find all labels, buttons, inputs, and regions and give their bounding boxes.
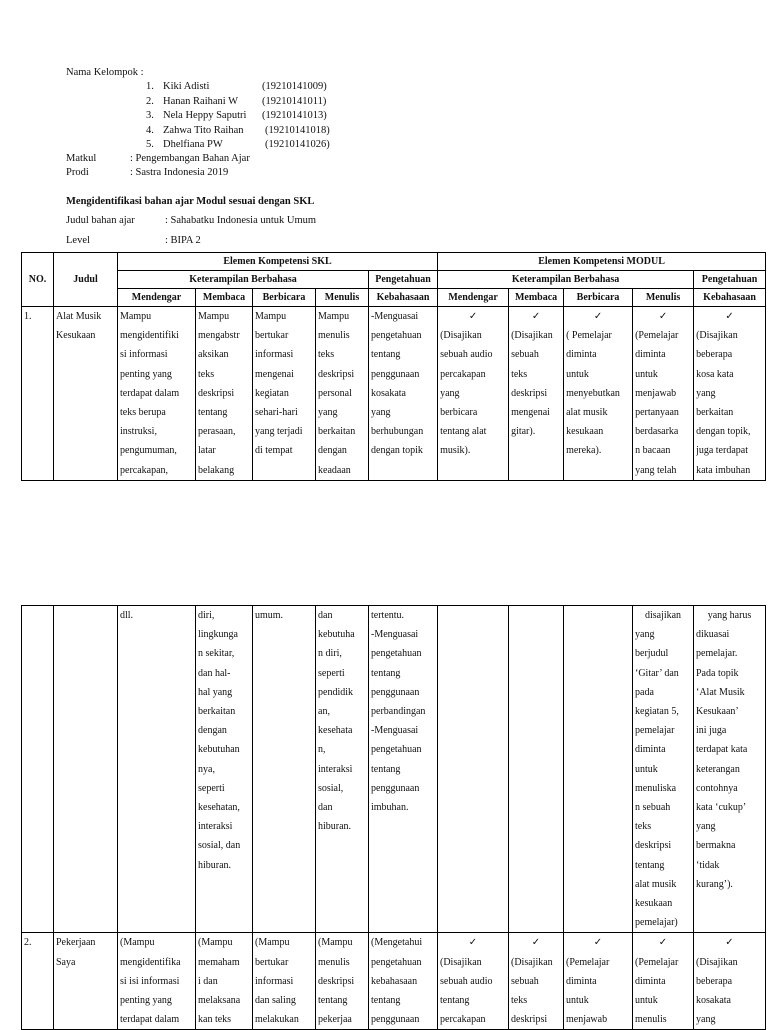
cell-line: -Menguasai bbox=[371, 629, 419, 641]
judul-bahan-value: : Sahabatku Indonesia untuk Umum bbox=[165, 215, 317, 226]
cell-line: pemelajar) bbox=[635, 917, 678, 929]
cell-line: n sekitar, bbox=[198, 648, 235, 660]
cell-line: alat musik bbox=[566, 407, 608, 419]
cell-line: (Disajikan bbox=[440, 330, 482, 342]
cell-line: aksikan bbox=[198, 349, 229, 361]
cell-line: penting yang bbox=[120, 995, 172, 1007]
skl-mendengar-cell bbox=[118, 933, 196, 1030]
cell-line: imbuhan. bbox=[371, 802, 409, 814]
matkul-value: : Pengembangan Bahan Ajar bbox=[130, 153, 250, 164]
skl-berbicara-cell bbox=[253, 606, 316, 933]
cell-line: (Disajikan bbox=[696, 330, 738, 342]
checkmark-icon: ✓ bbox=[593, 311, 603, 322]
cell-line: musik). bbox=[440, 445, 471, 457]
row-number: 1. bbox=[22, 307, 54, 481]
cell-line: kata ‘cukup’ bbox=[696, 802, 747, 814]
competency-table-continued bbox=[21, 605, 766, 1030]
cell-line: pengetahuan bbox=[371, 330, 422, 342]
member-name: Hanan Raihani W bbox=[163, 95, 239, 107]
cell-line: dan bbox=[318, 610, 333, 621]
cell-line: pengumuman, bbox=[120, 445, 177, 457]
cell-line: teks bbox=[511, 368, 528, 380]
checkmark-icon: ✓ bbox=[593, 937, 603, 949]
cell-line: tentang bbox=[371, 995, 401, 1007]
cell-line: (Mampu bbox=[120, 937, 155, 949]
skl-kebahasaan-header: Kebahasaan bbox=[369, 289, 438, 307]
cell-line: beberapa bbox=[696, 975, 733, 987]
checkmark-icon: ✓ bbox=[468, 937, 478, 949]
matkul-label: Matkul bbox=[66, 153, 97, 164]
table-row bbox=[22, 307, 766, 481]
cell-line: berbicara bbox=[440, 407, 478, 419]
cell-line: diri, bbox=[198, 610, 215, 621]
modul-mendengar-header: Mendengar bbox=[438, 289, 509, 307]
cell-line: mengenai bbox=[255, 368, 294, 380]
cell-line: bertukar bbox=[255, 956, 289, 968]
cell-line: seperti bbox=[318, 667, 345, 679]
cell-line: terdapat dalam bbox=[120, 387, 180, 399]
cell-line: yang bbox=[696, 387, 716, 399]
cell-line: (Mampu bbox=[198, 937, 233, 949]
cell-line: ini juga bbox=[696, 725, 727, 737]
cell-line: dengan bbox=[198, 725, 227, 737]
cell-line: penggunaan bbox=[371, 686, 420, 698]
cell-line: (Disajikan bbox=[696, 956, 738, 968]
row-number bbox=[22, 606, 54, 933]
modul-mendengar-cell bbox=[438, 307, 509, 481]
cell-line: tentang alat bbox=[440, 426, 487, 438]
cell-line: (Mengetahui bbox=[371, 937, 423, 949]
checkmark-icon: ✓ bbox=[725, 937, 734, 949]
cell-line: teks bbox=[635, 821, 652, 833]
cell-line: gitar). bbox=[511, 426, 536, 438]
modul-header: Elemen Kompetensi MODUL bbox=[438, 253, 766, 271]
skl-berbicara-cell bbox=[253, 933, 316, 1030]
cell-line: berkaitan bbox=[198, 706, 236, 718]
cell-line: (Pemelajar bbox=[635, 956, 679, 968]
cell-line: kesukaan bbox=[566, 426, 604, 438]
skl-keterampilan-header: Keterampilan Berbahasa bbox=[118, 271, 369, 289]
cell-line: yang bbox=[371, 407, 391, 419]
no-header: NO. bbox=[22, 253, 54, 307]
cell-line: dan hal- bbox=[198, 667, 231, 679]
cell-line: n bacaan bbox=[635, 445, 671, 457]
cell-line: hiburan. bbox=[198, 859, 232, 871]
modul-kebahasaan-header: Kebahasaan bbox=[694, 289, 766, 307]
cell-line: tentang bbox=[371, 349, 401, 361]
cell-line: penting yang bbox=[120, 368, 172, 380]
cell-line: sebuah bbox=[511, 975, 539, 987]
cell-line: berjudul bbox=[635, 648, 669, 660]
cell-line: si informasi bbox=[120, 349, 168, 361]
cell-line: ‘Gitar’ dan bbox=[635, 667, 679, 679]
cell-line: terdapat kata bbox=[696, 744, 748, 756]
cell-line: i dan bbox=[198, 975, 218, 987]
skl-menulis-cell bbox=[316, 307, 369, 481]
prodi-label: Prodi bbox=[66, 167, 89, 178]
cell-line: mengidentifika bbox=[120, 956, 181, 968]
checkmark-icon: ✓ bbox=[531, 937, 541, 949]
cell-line: mereka). bbox=[566, 445, 602, 457]
cell-line: informasi bbox=[255, 349, 294, 361]
modul-membaca-cell bbox=[509, 933, 564, 1030]
cell-line: deskripsi bbox=[511, 1014, 548, 1026]
cell-line: teks bbox=[318, 349, 335, 361]
cell-line: (Disajikan bbox=[511, 330, 553, 342]
cell-line: kebahasaan bbox=[371, 975, 418, 987]
skl-membaca-cell bbox=[196, 933, 253, 1030]
checkmark-icon: ✓ bbox=[725, 311, 734, 322]
cell-line: deskripsi bbox=[318, 368, 355, 380]
cell-line: pekerjaa bbox=[318, 1014, 352, 1026]
cell-line: dengan topik bbox=[371, 445, 423, 457]
cell-line: belakang bbox=[198, 464, 235, 476]
cell-line: untuk bbox=[566, 368, 589, 380]
cell-line: perasaan, bbox=[198, 426, 236, 438]
cell-line: yang harus bbox=[707, 610, 752, 621]
cell-line: umum. bbox=[255, 610, 284, 621]
cell-line: tentang bbox=[318, 995, 348, 1007]
cell-line: penggunaan bbox=[371, 782, 420, 794]
cell-line: tentang bbox=[371, 763, 401, 775]
cell-line: kata imbuhan bbox=[696, 464, 751, 476]
cell-line: berdasarka bbox=[635, 426, 679, 438]
cell-line: ( Pemelajar bbox=[566, 330, 612, 342]
cell-line: diminta bbox=[566, 975, 597, 987]
cell-line: Kesukaan’ bbox=[696, 706, 739, 718]
cell-line: melakukan bbox=[255, 1014, 299, 1026]
competency-table bbox=[21, 252, 766, 481]
skl-mendengar-cell bbox=[118, 307, 196, 481]
cell-line: (Pemelajar bbox=[635, 330, 679, 342]
member-name: Zahwa Tito Raihan bbox=[163, 124, 244, 136]
cell-line: memaham bbox=[198, 956, 240, 968]
modul-kebahasaan-cell bbox=[694, 933, 766, 1030]
cell-line: diminta bbox=[635, 744, 666, 756]
cell-line: sehari-hari bbox=[255, 407, 298, 419]
skl-kebahasaan-cell bbox=[369, 933, 438, 1030]
cell-line: untuk bbox=[635, 763, 658, 775]
skl-menulis-cell bbox=[316, 606, 369, 933]
skl-membaca-header: Membaca bbox=[196, 289, 253, 307]
cell-line: disajikan bbox=[644, 610, 682, 621]
cell-line: mengabstr bbox=[198, 330, 240, 342]
cell-line: diminta bbox=[635, 349, 666, 361]
level-value: : BIPA 2 bbox=[165, 235, 201, 246]
cell-line: percakapan bbox=[440, 368, 486, 380]
cell-line: latar bbox=[198, 445, 216, 457]
cell-line: kegiatan 5, bbox=[635, 706, 679, 718]
member-nim: (19210141013) bbox=[262, 110, 327, 121]
cell-line: kebutuhan bbox=[198, 744, 240, 756]
cell-line: penggunaan bbox=[371, 1014, 420, 1026]
member-number: 3. bbox=[146, 110, 154, 121]
cell-line: untuk bbox=[635, 368, 658, 380]
cell-line: (Pemelajar bbox=[566, 956, 610, 968]
cell-line: ‘Alat Musik bbox=[696, 686, 745, 698]
cell-line: penggunaan bbox=[371, 368, 420, 380]
member-number: 1. bbox=[146, 81, 154, 92]
member-name: Kiki Adisti bbox=[163, 81, 210, 92]
cell-line: n diri, bbox=[318, 648, 342, 660]
cell-line: pengetahuan bbox=[371, 648, 422, 660]
cell-line: menjawab bbox=[566, 1014, 608, 1026]
cell-line: sebuah audio bbox=[440, 975, 493, 987]
cell-line: instruksi, bbox=[120, 426, 157, 438]
cell-line: keadaan bbox=[318, 464, 351, 476]
cell-line: kosa kata bbox=[696, 368, 734, 380]
judul-line: Pekerjaan bbox=[56, 937, 96, 949]
skl-mendengar-cell bbox=[118, 606, 196, 933]
skl-menulis-cell bbox=[316, 933, 369, 1030]
cell-line: deskripsi bbox=[511, 387, 548, 399]
cell-line: dengan bbox=[318, 445, 347, 457]
cell-line: -Menguasai bbox=[371, 311, 419, 322]
cell-line: yang bbox=[318, 407, 338, 419]
cell-line: (Disajikan bbox=[440, 956, 482, 968]
cell-line: Mampu bbox=[120, 311, 152, 322]
cell-line: lingkunga bbox=[198, 629, 238, 641]
section-title: Mengidentifikasi bahan ajar Modul sesuai dengan SKL bbox=[66, 196, 315, 207]
skl-pengetahuan-header: Pengetahuan bbox=[369, 271, 438, 289]
cell-line: beberapa bbox=[696, 349, 733, 361]
cell-line: yang terjadi bbox=[255, 426, 303, 438]
modul-menulis-cell bbox=[633, 933, 694, 1030]
modul-keterampilan-header: Keterampilan Berbahasa bbox=[438, 271, 694, 289]
modul-membaca-header: Membaca bbox=[509, 289, 564, 307]
cell-line: deskripsi bbox=[198, 387, 235, 399]
modul-berbicara-cell bbox=[564, 933, 633, 1030]
cell-line: tertentu. bbox=[371, 610, 405, 621]
cell-line: yang bbox=[440, 387, 460, 399]
row-number: 2. bbox=[22, 933, 54, 1030]
cell-line: (Mampu bbox=[255, 937, 290, 949]
cell-line: sebuah audio bbox=[440, 349, 493, 361]
skl-membaca-cell bbox=[196, 307, 253, 481]
cell-line: nya, bbox=[198, 763, 215, 775]
skl-membaca-cell bbox=[196, 606, 253, 933]
cell-line: (Mampu bbox=[318, 937, 353, 949]
cell-line: menjawab bbox=[635, 387, 677, 399]
member-nim: (19210141009) bbox=[262, 81, 327, 92]
cell-line: percakapan bbox=[440, 1014, 486, 1026]
cell-line: deskripsi bbox=[635, 840, 672, 852]
cell-line: bermakna bbox=[696, 840, 736, 852]
cell-line: kesehatan, bbox=[198, 802, 240, 814]
judul-line: Saya bbox=[56, 956, 76, 968]
cell-line: yang bbox=[696, 821, 716, 833]
cell-line: kosakata bbox=[696, 995, 731, 1007]
cell-line: personal bbox=[318, 387, 352, 399]
cell-line: kurang’). bbox=[696, 878, 733, 890]
cell-line: percakapan, bbox=[120, 464, 169, 476]
modul-berbicara-header: Berbicara bbox=[564, 289, 633, 307]
member-number: 2. bbox=[146, 95, 154, 107]
cell-line: menyebutkan bbox=[566, 387, 620, 399]
cell-line: tentang bbox=[371, 667, 401, 679]
cell-line: bertukar bbox=[255, 330, 289, 342]
table-row bbox=[22, 933, 766, 1030]
judul-header: Judul bbox=[54, 253, 118, 307]
cell-line: dll. bbox=[120, 610, 134, 621]
cell-line: menulis bbox=[318, 330, 350, 342]
modul-membaca-cell bbox=[509, 307, 564, 481]
cell-line: n sebuah bbox=[635, 802, 671, 814]
member-name: Dhelfiana PW bbox=[163, 139, 223, 150]
member-nim: (19210141018) bbox=[265, 124, 330, 136]
cell-line: pertanyaan bbox=[635, 407, 679, 419]
cell-line: yang bbox=[635, 629, 655, 641]
modul-menulis-cell bbox=[633, 606, 694, 933]
cell-line: teks berupa bbox=[120, 407, 166, 419]
cell-line: berkaitan bbox=[318, 426, 356, 438]
skl-berbicara-cell bbox=[253, 307, 316, 481]
member-nim: (19210141011) bbox=[262, 95, 327, 107]
judul-bahan-label: Judul bahan ajar bbox=[66, 215, 135, 226]
cell-line: tentang bbox=[198, 407, 228, 419]
skl-berbicara-header: Berbicara bbox=[253, 289, 316, 307]
cell-line: Mampu bbox=[198, 311, 230, 322]
cell-line: sosial, dan bbox=[198, 840, 241, 852]
cell-line: Pada topik bbox=[696, 667, 739, 679]
cell-line: ‘tidak bbox=[696, 859, 720, 871]
member-number: 5. bbox=[146, 139, 154, 150]
skl-header: Elemen Kompetensi SKL bbox=[118, 253, 438, 271]
cell-line: menulis bbox=[318, 956, 350, 968]
modul-mendengar-cell bbox=[438, 606, 509, 933]
cell-line: berkaitan bbox=[696, 407, 734, 419]
level-label: Level bbox=[66, 235, 90, 246]
judul-line: Kesukaan bbox=[56, 330, 96, 342]
modul-menulis-cell bbox=[633, 307, 694, 481]
row-judul bbox=[54, 307, 118, 481]
cell-line: contohnya bbox=[696, 782, 738, 794]
cell-line: juga terdapat bbox=[696, 445, 748, 457]
cell-line: seperti bbox=[198, 782, 225, 794]
cell-line: teks bbox=[198, 368, 215, 380]
checkmark-icon: ✓ bbox=[531, 311, 541, 322]
cell-line: pendidik bbox=[318, 686, 353, 698]
cell-line: n, bbox=[318, 744, 326, 756]
cell-line: hal yang bbox=[198, 686, 233, 698]
cell-line: pengetahuan bbox=[371, 956, 422, 968]
cell-line: kesukaan bbox=[635, 898, 673, 910]
cell-line: pemelajar. bbox=[696, 648, 738, 660]
checkmark-icon: ✓ bbox=[658, 937, 668, 949]
cell-line: tentang bbox=[440, 995, 470, 1007]
checkmark-icon: ✓ bbox=[468, 311, 478, 322]
cell-line: untuk bbox=[566, 995, 589, 1007]
modul-membaca-cell bbox=[509, 606, 564, 933]
cell-line: tentang bbox=[635, 859, 665, 871]
cell-line: diminta bbox=[566, 349, 597, 361]
cell-line: interaksi bbox=[198, 821, 233, 833]
cell-line: alat musik bbox=[635, 878, 677, 890]
cell-line: kegiatan bbox=[255, 387, 289, 399]
cell-line: melaksana bbox=[198, 995, 241, 1007]
cell-line: berhubungan bbox=[371, 426, 424, 438]
cell-line: terdapat dalam bbox=[120, 1014, 180, 1026]
cell-line: pemelajar bbox=[635, 725, 675, 737]
cell-line: di tempat bbox=[255, 445, 293, 457]
cell-line: kan teks bbox=[198, 1014, 232, 1026]
cell-line: dengan topik, bbox=[696, 426, 751, 438]
cell-line: kesehata bbox=[318, 725, 353, 737]
cell-line: kebutuha bbox=[318, 629, 355, 641]
cell-line: perbandingan bbox=[371, 706, 426, 718]
row-judul bbox=[54, 933, 118, 1030]
modul-berbicara-cell bbox=[564, 606, 633, 933]
table-row bbox=[22, 606, 766, 933]
cell-line: Mampu bbox=[255, 311, 287, 322]
cell-line: an, bbox=[318, 706, 330, 718]
cell-line: keterangan bbox=[696, 763, 740, 775]
cell-line: hiburan. bbox=[318, 821, 352, 833]
skl-kebahasaan-cell bbox=[369, 606, 438, 933]
modul-kebahasaan-cell bbox=[694, 606, 766, 933]
cell-line: pengetahuan bbox=[371, 744, 422, 756]
cell-line: informasi bbox=[255, 975, 294, 987]
cell-line: yang telah bbox=[635, 464, 677, 476]
cell-line: diminta bbox=[635, 975, 666, 987]
cell-line: teks bbox=[511, 995, 528, 1007]
row-judul bbox=[54, 606, 118, 933]
cell-line: Mampu bbox=[318, 311, 350, 322]
cell-line: menuliska bbox=[635, 782, 677, 794]
modul-kebahasaan-cell bbox=[694, 307, 766, 481]
cell-line: mengenai bbox=[511, 407, 550, 419]
checkmark-icon: ✓ bbox=[658, 311, 668, 322]
cell-line: sosial, bbox=[318, 782, 344, 794]
modul-pengetahuan-header: Pengetahuan bbox=[694, 271, 766, 289]
modul-berbicara-cell bbox=[564, 307, 633, 481]
cell-line: mengidentifiki bbox=[120, 330, 179, 342]
cell-line: si isi informasi bbox=[120, 975, 180, 987]
cell-line: deskripsi bbox=[318, 975, 355, 987]
cell-line: dan bbox=[318, 802, 333, 814]
cell-line: dikuasai bbox=[696, 629, 730, 641]
skl-menulis-header: Menulis bbox=[316, 289, 369, 307]
member-nim: (19210141026) bbox=[265, 139, 330, 150]
cell-line: -Menguasai bbox=[371, 725, 419, 737]
cell-line: kosakata bbox=[371, 387, 406, 399]
cell-line: sebuah bbox=[511, 349, 539, 361]
cell-line: dan saling bbox=[255, 995, 296, 1007]
cell-line: untuk bbox=[635, 995, 658, 1007]
skl-kebahasaan-cell bbox=[369, 307, 438, 481]
modul-mendengar-cell bbox=[438, 933, 509, 1030]
modul-menulis-header: Menulis bbox=[633, 289, 694, 307]
cell-line: menulis bbox=[635, 1014, 667, 1026]
cell-line: interaksi bbox=[318, 763, 353, 775]
judul-line: Alat Musik bbox=[56, 311, 102, 322]
prodi-value: : Sastra Indonesia 2019 bbox=[130, 167, 229, 178]
member-number: 4. bbox=[146, 124, 154, 136]
member-name: Nela Heppy Saputri bbox=[163, 110, 247, 121]
cell-line: yang bbox=[696, 1014, 716, 1026]
cell-line: (Disajikan bbox=[511, 956, 553, 968]
group-name-label: Nama Kelompok : bbox=[66, 67, 144, 78]
cell-line: pada bbox=[635, 686, 654, 698]
skl-mendengar-header: Mendengar bbox=[118, 289, 196, 307]
